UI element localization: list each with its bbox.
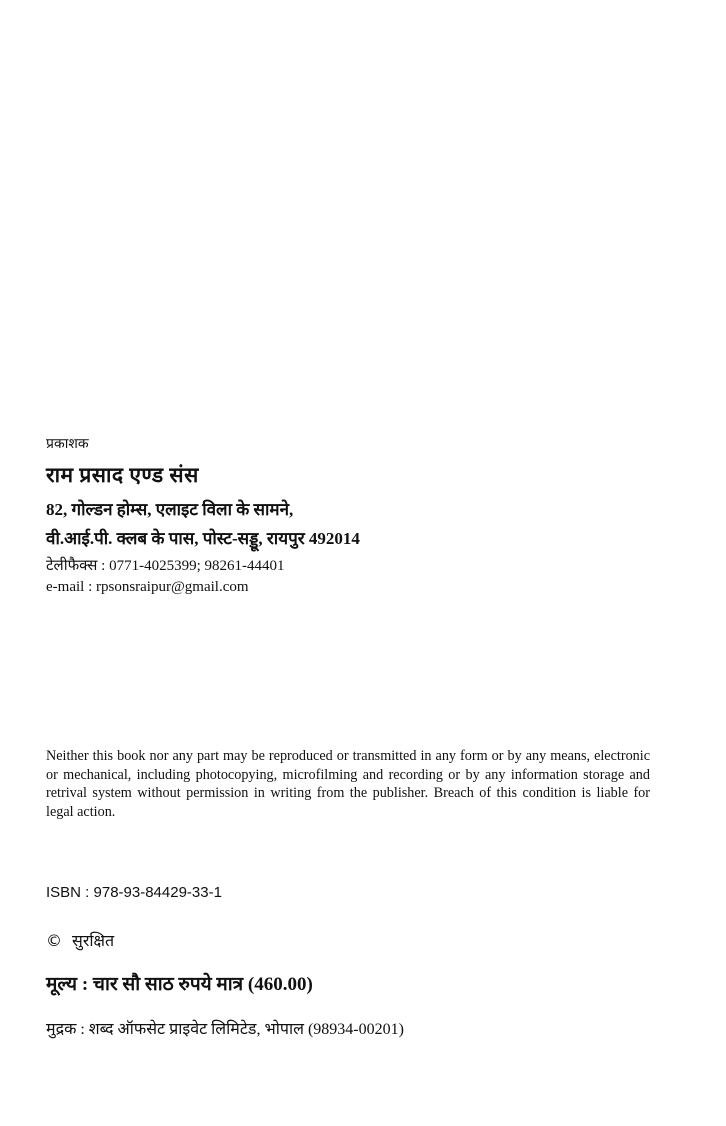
publisher-address-line-2: वी.आई.पी. क्लब के पास, पोस्ट-सड्डू, रायपुर 492014	[46, 529, 360, 548]
copyright-symbol: ©	[46, 931, 62, 950]
price: मूल्य : चार सौ साठ रुपये मात्र (460.00)	[46, 974, 313, 995]
publisher-telefax: टेलीफैक्स : 0771-4025399; 98261-44401	[46, 558, 285, 574]
rights-line	[46, 929, 114, 951]
printer: मुद्रक : शब्द ऑफसेट प्राइवेट लिमिटेड, भोपाल (98934-00201)	[46, 1021, 404, 1038]
publisher-label: प्रकाशक	[46, 436, 89, 452]
publisher-block	[46, 434, 686, 600]
copyright-notice: Neither this book nor any part may be reproduced or transmitted in any form or by any means, electronic or mechanical, including photocopying, microfilming and recording or by any information storage and retrival system without permission in writing from the publisher. Breach of this condition is liable for legal action.	[46, 748, 650, 820]
rights-text: सुरक्षित	[72, 933, 115, 950]
publisher-email: e-mail : rpsonsraipur@gmail.com	[46, 579, 249, 595]
publisher-name: राम प्रसाद एण्ड संस	[46, 463, 199, 487]
isbn: ISBN : 978-93-84429-33-1	[46, 884, 222, 901]
publisher-address-line-1: 82, गोल्डन होम्स, एलाइट विला के सामने,	[46, 500, 294, 519]
